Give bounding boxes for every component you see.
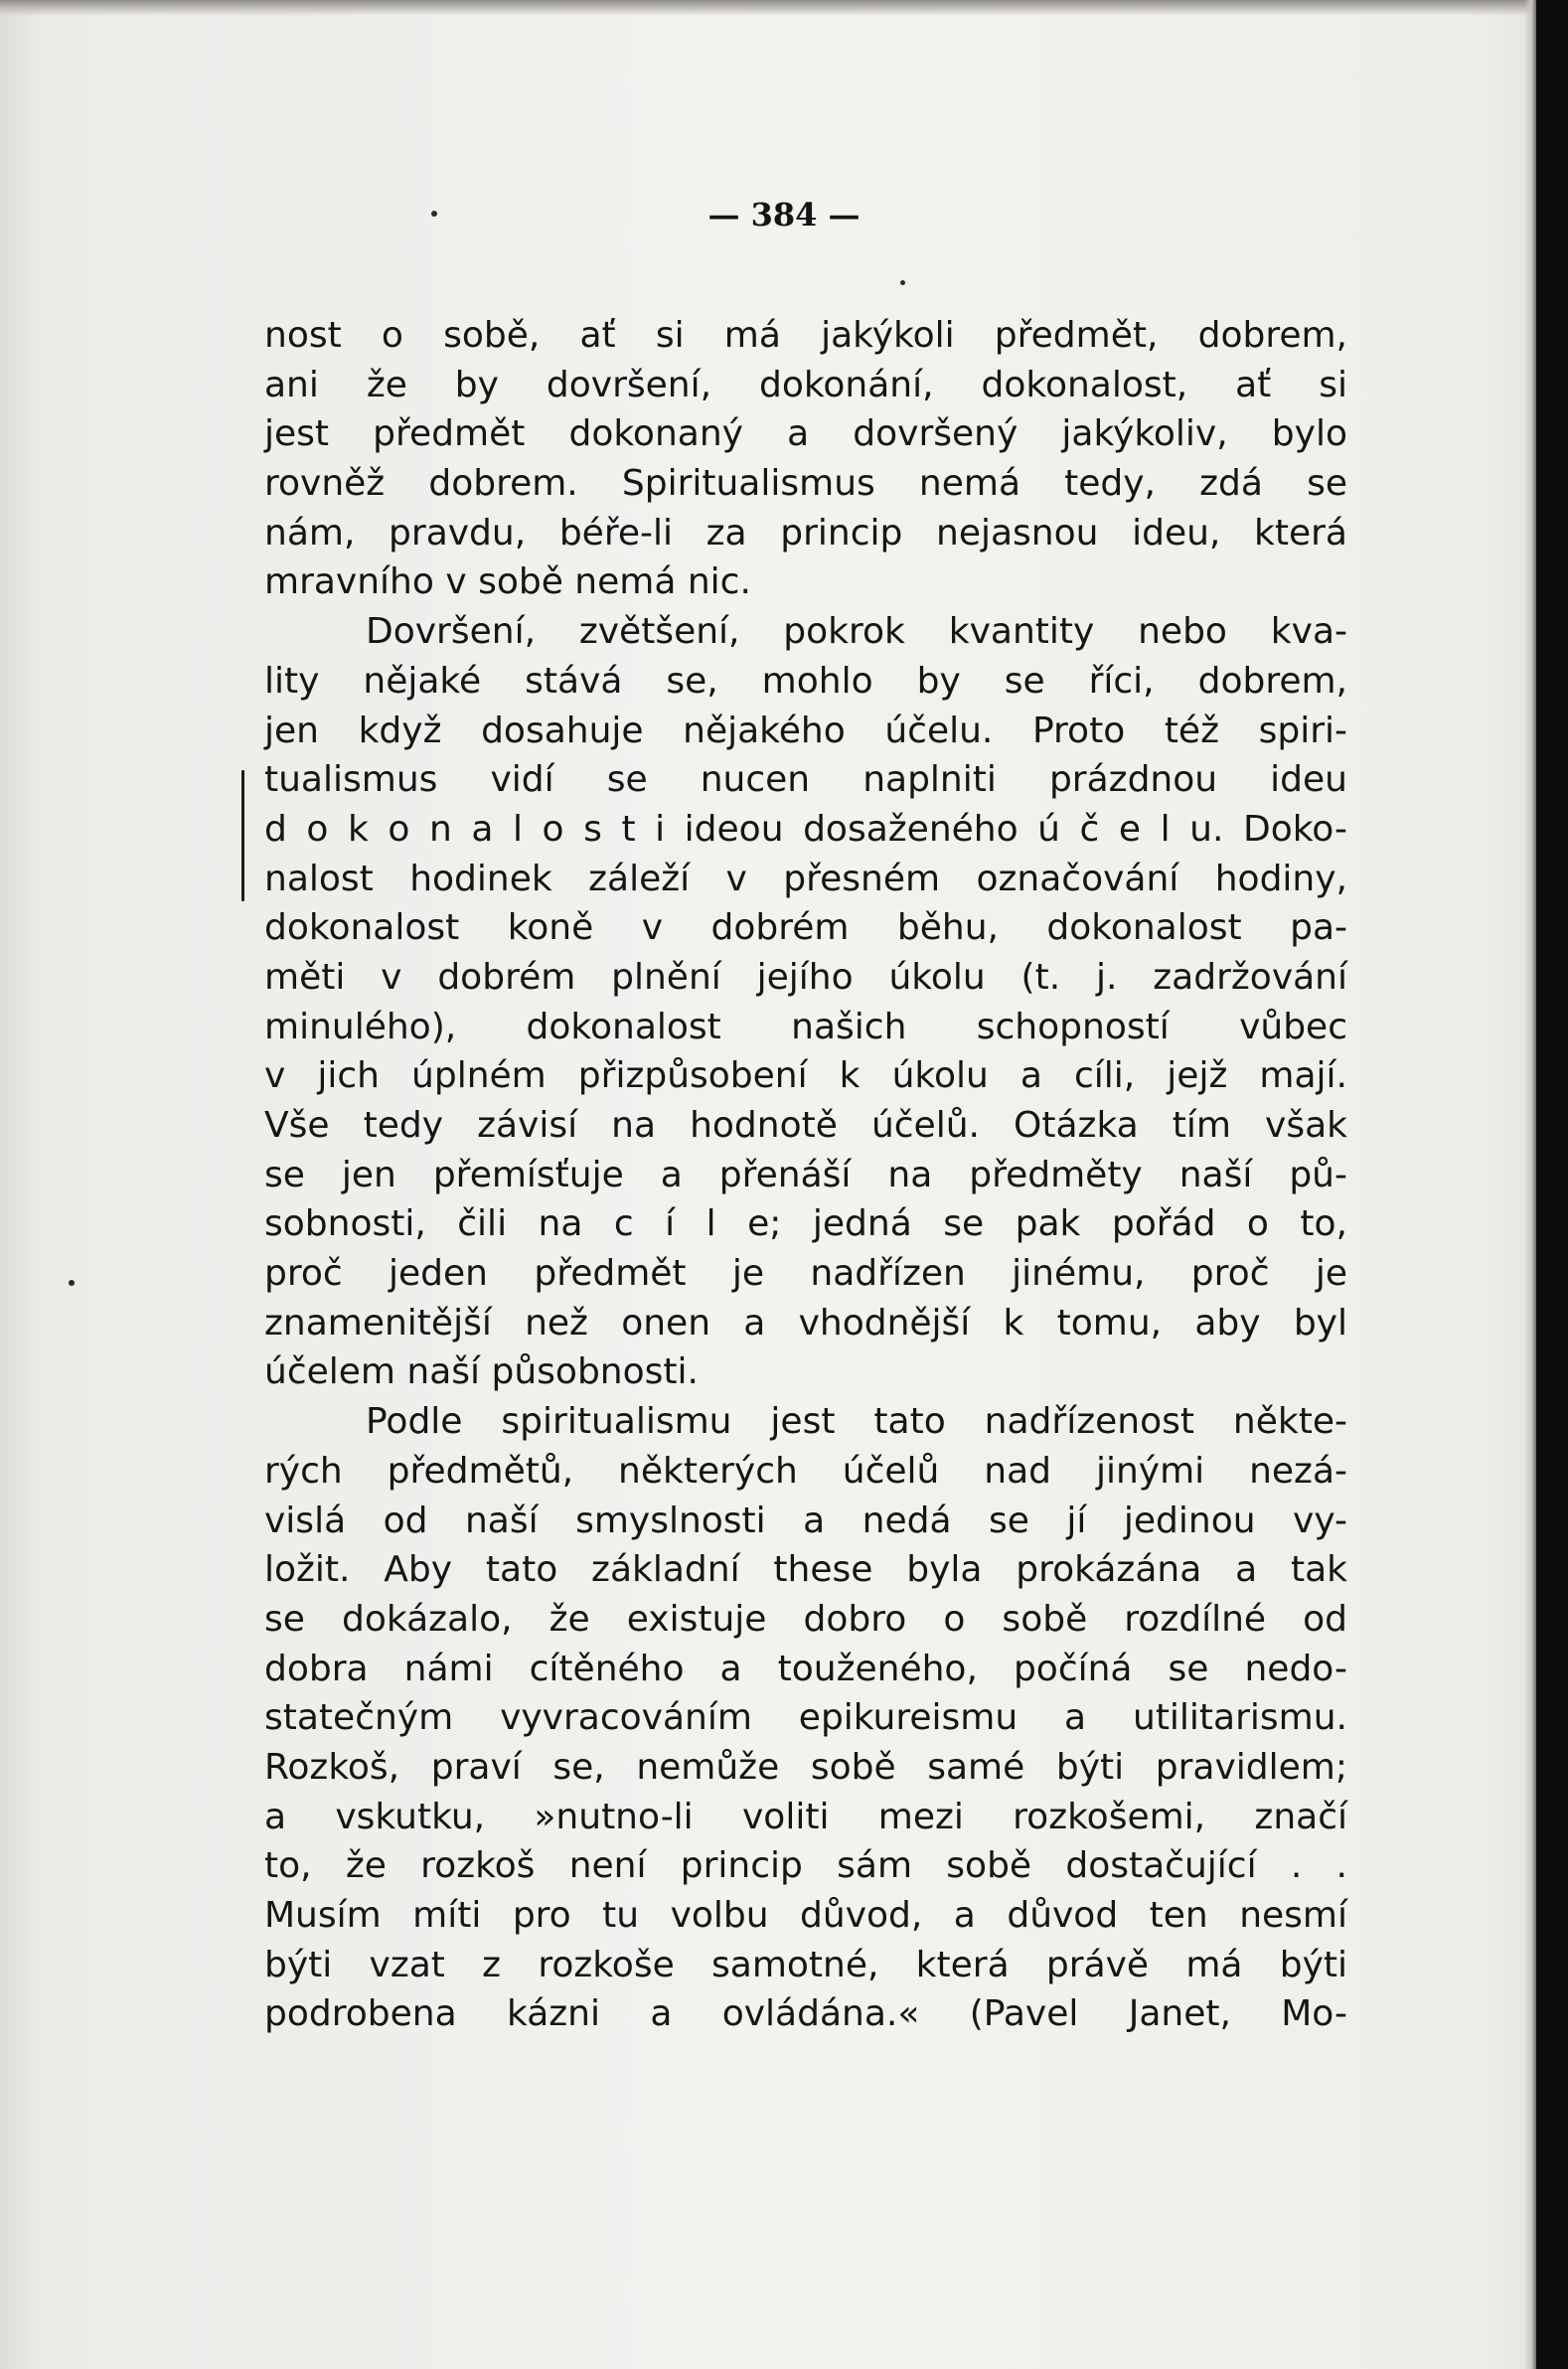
text-line: nám, pravdu, béře-li za princip nejasnou ideu, která — [264, 512, 1347, 553]
text-line: býti vzat z rozkoše samotné, která právě má býti — [264, 1944, 1347, 1985]
text-line: Vše tedy závisí na hodnotě účelů. Otázka tím však — [264, 1105, 1347, 1146]
text-line: tualismus vidí se nucen naplniti prázdnou ideu — [264, 759, 1347, 801]
text-line: lity nějaké stává se, mohlo by se říci, dobrem, — [264, 660, 1347, 702]
text-line: měti v dobrém plnění jejího úkolu (t. j. zadržování — [264, 956, 1347, 998]
text-line: jen když dosahuje nějakého účelu. Proto též spiri- — [264, 710, 1347, 751]
text-line: rovněž dobrem. Spiritualismus nemá tedy, zdá se — [264, 463, 1347, 505]
speck-mark — [900, 280, 905, 285]
text-line: vislá od naší smyslnosti a nedá se jí jedinou vy- — [264, 1500, 1347, 1541]
text-line: rých předmětů, některých účelů nad jinými nezá- — [264, 1450, 1347, 1492]
text-line: jest předmět dokonaný a dovršený jakýkoliv, bylo — [264, 413, 1347, 455]
scan-right-edge — [1536, 0, 1568, 2369]
text-line: nalost hodinek záleží v přesném označování hodiny, — [264, 858, 1347, 899]
text-line: ani že by dovršení, dokonání, dokonalost, ať si — [264, 364, 1347, 405]
scan-top-edge — [0, 0, 1568, 16]
text-line: znamenitější než onen a vhodnější k tomu, aby byl — [264, 1302, 1347, 1343]
speck-mark — [69, 1280, 75, 1286]
text-line: mravního v sobě nemá nic. — [264, 561, 751, 603]
text-line: dokonalost koně v dobrém běhu, dokonalost pa- — [264, 907, 1347, 949]
page-body-text — [264, 311, 1347, 2039]
text-line: účelem naší působnosti. — [264, 1351, 699, 1393]
text-line: Musím míti pro tu volbu důvod, a důvod ten nesmí — [264, 1895, 1347, 1936]
text-line: v jich úplném přizpůsobení k úkolu a cíli, jejž mají. — [264, 1055, 1347, 1097]
text-line: a vskutku, »nutno-li voliti mezi rozkošemi, značí — [264, 1796, 1347, 1837]
text-line: sobnosti, čili na c í l e; jedná se pak pořád o to, — [264, 1203, 1347, 1245]
page-number: — 384 — — [707, 196, 861, 234]
text-line: proč jeden předmět je nadřízen jinému, proč je — [264, 1253, 1347, 1295]
text-line: d o k o n a l o s t i ideou dosaženého ú č e l u. Doko- — [264, 808, 1347, 850]
margin-pencil-mark — [241, 770, 244, 901]
text-line: ložit. Aby tato základní these byla prokázána a tak — [264, 1549, 1347, 1591]
page-gutter-shadow — [1524, 0, 1536, 2369]
text-line: to, že rozkoš není princip sám sobě dostačující . . — [264, 1845, 1347, 1887]
text-line: nost o sobě, ať si má jakýkoli předmět, dobrem, — [264, 315, 1347, 356]
text-line: Dovršení, zvětšení, pokrok kvantity nebo kva- — [366, 611, 1347, 653]
text-line: Rozkoš, praví se, nemůže sobě samé býti pravidlem; — [264, 1746, 1347, 1788]
text-line: Podle spiritualismu jest tato nadřízenost někte- — [366, 1401, 1347, 1443]
text-line: podrobena kázni a ovládána.« (Pavel Janet, Mo- — [264, 1993, 1347, 2035]
text-line: se jen přemísťuje a přenáší na předměty naší pů- — [264, 1154, 1347, 1195]
text-line: dobra námi cítěného a touženého, počíná se nedo- — [264, 1648, 1347, 1689]
text-line: statečným vyvracováním epikureismu a utilitarismu. — [264, 1697, 1347, 1739]
text-line: minulého), dokonalost našich schopností vůbec — [264, 1006, 1347, 1047]
text-line: se dokázalo, že existuje dobro o sobě rozdílné od — [264, 1598, 1347, 1640]
